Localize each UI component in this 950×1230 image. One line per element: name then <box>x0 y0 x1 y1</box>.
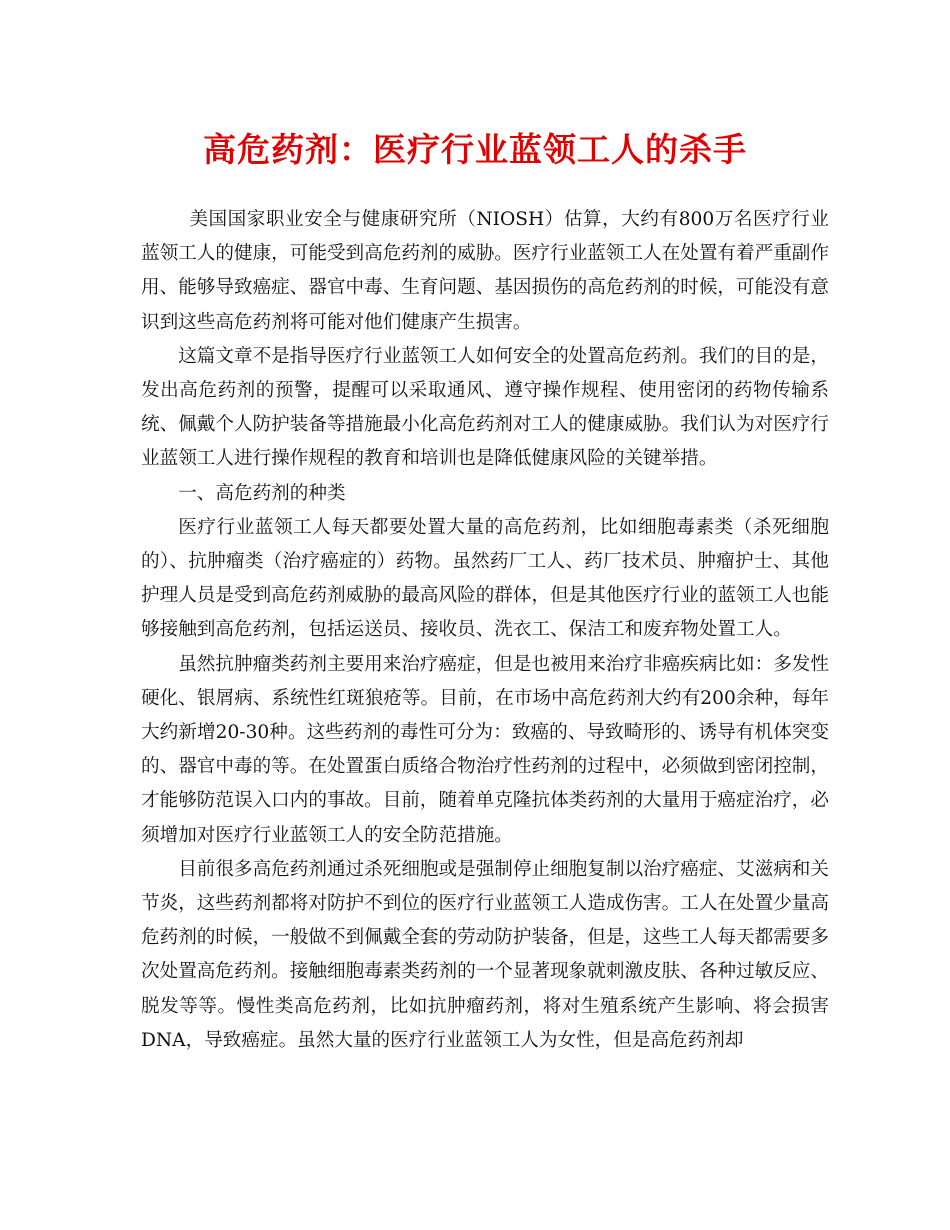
paragraph-purpose: 这篇文章不是指导医疗行业蓝领工人如何安全的处置高危药剂。我们的目的是，发出高危药剂的预警，提醒可以采取通风、遵守操作规程、使用密闭的药物传输系统、佩戴个人防护装备等措施最小化高危药剂对工人的健康威胁。我们认为对医疗行业蓝领工人进行操作规程的教育和培训也是降低健康风险的关键举措。 <box>141 345 829 470</box>
document-body <box>141 203 829 1058</box>
paragraph-intro: 美国国家职业安全与健康研究所（NIOSH）估算，大约有800万名医疗行业蓝领工人的健康，可能受到高危药剂的威胁。医疗行业蓝领工人在处置有着严重副作用、能够导致癌症、器官中毒、生育问题、基因损伤的高危药剂的时候，可能没有意识到这些高危药剂将可能对他们健康产生损害。 <box>141 209 829 333</box>
paragraph-antitumor: 虽然抗肿瘤类药剂主要用来治疗癌症，但是也被用来治疗非癌疾病比如：多发性硬化、银屑病、系统性红斑狼疮等。目前，在市场中高危药剂大约有200余种，每年大约新增20-30种。这些药剂的毒性可分为：致癌的、导致畸形的、诱导有机体突变的、器官中毒的等。在处置蛋白质络合物治疗性药剂的过程中，必须做到密闭控制，才能够防范误入口内的事故。目前，随着单克隆抗体类药剂的大量用于癌症治疗，必须增加对医疗行业蓝领工人的安全防范措施。 <box>141 653 829 846</box>
document-title: 高危药剂：医疗行业蓝领工人的杀手 <box>203 130 747 169</box>
paragraph-harm: 目前很多高危药剂通过杀死细胞或是强制停止细胞复制以治疗癌症、艾滋病和关节炎，这些药剂都将对防护不到位的医疗行业蓝领工人造成伤害。工人在处置少量高危药剂的时候，一般做不到佩戴全套的劳动防护装备，但是，这些工人每天都需要多次处置高危药剂。接触细胞毒素类药剂的一个显著现象就刺激皮肤、各种过敏反应、脱发等等。慢性类高危药剂，比如抗肿瘤药剂，将对生殖系统产生影响、将会损害DNA，导致癌症。虽然大量的医疗行业蓝领工人为女性，但是高危药剂却 <box>141 858 829 1051</box>
section-heading-types: 一、高危药剂的种类 <box>178 482 346 504</box>
paragraph-daily-handling: 医疗行业蓝领工人每天都要处置大量的高危药剂，比如细胞毒素类（杀死细胞的）、抗肿瘤类（治疗癌症的）药物。虽然药厂工人、药厂技术员、肿瘤护士、其他护理人员是受到高危药剂威胁的最高风险的群体，但是其他医疗行业的蓝领工人也能够接触到高危药剂，包括运送员、接收员、洗衣工、保洁工和废弃物处置工人。 <box>141 516 829 641</box>
